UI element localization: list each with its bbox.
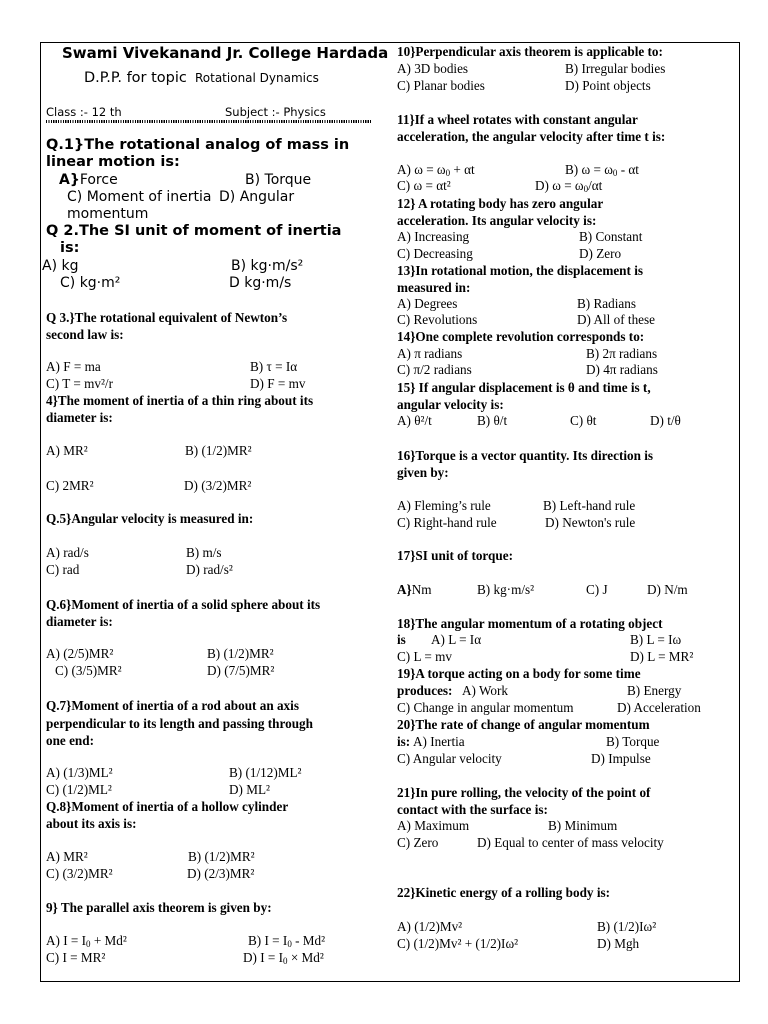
q8-line: about its axis is: [46, 816, 137, 831]
q8-question [46, 798, 288, 832]
dpp-title [84, 67, 319, 86]
q11-option-d [535, 178, 602, 194]
q15-option-c: C) θt [570, 413, 597, 428]
q5-question: Q.5}Angular velocity is measured in: [46, 511, 254, 526]
q19-option-c: C) Change in angular momentum [397, 700, 574, 715]
q5-option-b: B) m/s [186, 545, 222, 560]
header-dotted-divider [46, 120, 372, 123]
q9-a-pre: A) I = I [46, 933, 87, 948]
q2-option-a: A) kg [42, 258, 79, 274]
q7-line: perpendicular to its length and passing through [46, 715, 313, 731]
q12-question [397, 195, 603, 229]
q20-option-a: A) Inertia [413, 734, 465, 749]
q21-option-a: A) Maximum [397, 818, 470, 833]
q12-line: 12} A rotating body has zero angular [397, 196, 604, 211]
q11-a-post: + αt [450, 162, 475, 177]
q21-question [397, 784, 650, 818]
q16-question [397, 447, 653, 481]
q3-option-a: A) F = ma [46, 359, 101, 374]
q11-b-sub: 0 [612, 168, 618, 178]
q15-line: 15} If angular displacement is θ and time is t, [397, 380, 651, 395]
q14-option-b: B) 2π radians [586, 346, 658, 361]
q19-option-b: B) Energy [627, 683, 682, 698]
q6-option-a: A) (2/5)MR² [46, 646, 114, 661]
q9-d-post: × Md² [287, 950, 324, 965]
q4-option-c: C) 2MR² [46, 478, 94, 493]
q3-line: Q 3.}The rotational equivalent of Newton’s [46, 310, 288, 325]
q13-option-b: B) Radians [577, 296, 636, 311]
q20-option-b: B) Torque [606, 734, 660, 749]
q19-question: 19}A torque acting on a body for some time [397, 666, 641, 681]
q7-option-a: A) (1/3)ML² [46, 765, 113, 780]
q18-option-a: A) L = Iα [431, 632, 482, 647]
q12-option-c: C) Decreasing [397, 246, 473, 261]
q8-option-b: B) (1/2)MR² [188, 849, 255, 864]
q10-option-a: A) 3D bodies [397, 61, 469, 76]
q21-line: contact with the surface is: [397, 802, 548, 817]
q18-option-b: B) L = Iω [630, 632, 682, 647]
q11-d-sub: 0 [583, 184, 589, 194]
q9-d-sub: 0 [283, 956, 288, 966]
q15-option-d: D) t/θ [650, 413, 681, 428]
q8-option-d: D) (2/3)MR² [187, 866, 255, 881]
q10-option-c: C) Planar bodies [397, 78, 485, 93]
q15-question [397, 379, 651, 413]
q11-b-pre: B) ω = ω [565, 162, 613, 177]
q1-question [46, 137, 349, 171]
q11-question [397, 111, 665, 145]
q7-question [46, 697, 313, 750]
q1-option-a [59, 172, 118, 188]
q5-option-c: C) rad [46, 562, 80, 577]
q17-option-a-text: Nm [411, 582, 432, 597]
q20-option-d: D) Impulse [591, 751, 651, 766]
q13-line: 13}In rotational motion, the displacement is [397, 263, 643, 278]
q14-option-d: D) 4π radians [586, 362, 658, 377]
q8-option-a: A) MR² [46, 849, 88, 864]
q9-question: 9} The parallel axis theorem is given by: [46, 900, 272, 915]
q1-line: Q.1}The rotational analog of mass in [46, 137, 350, 153]
q22-option-a: A) (1/2)Mv² [397, 919, 463, 934]
q6-option-d: D) (7/5)MR² [207, 663, 275, 678]
q8-line: Q.8}Moment of inertia of a hollow cylinder [46, 799, 289, 814]
q2-option-d: D kg·m/s [229, 275, 292, 291]
q21-option-d: D) Equal to center of mass velocity [477, 835, 664, 850]
subject-label: Subject :- Physics [225, 105, 326, 119]
q6-line: Q.6}Moment of inertia of a solid sphere about its [46, 597, 321, 612]
q22-option-d: D) Mgh [597, 936, 640, 951]
q12-line: acceleration. Its angular velocity is: [397, 213, 597, 228]
q7-option-c: C) (1/2)ML² [46, 782, 112, 797]
q9-option-a [46, 933, 127, 949]
q1-option-d: D) Angular [219, 189, 295, 205]
q7-line: one end: [46, 733, 94, 748]
college-name: Swami Vivekanand Jr. College Hardada [62, 44, 389, 62]
q11-option-a [397, 162, 475, 178]
q11-d-post: /αt [588, 178, 603, 193]
q1-option-c: C) Moment of inertia [67, 189, 212, 205]
q4-option-a: A) MR² [46, 443, 88, 458]
q9-b-sub: 0 [287, 939, 292, 949]
q14-option-a: A) π radians [397, 346, 463, 361]
q4-line: 4}The moment of inertia of a thin ring about its [46, 393, 314, 408]
q9-d-pre: D) I = I [243, 950, 284, 965]
dpp-topic: Rotational Dynamics [194, 71, 319, 85]
q19-option-a: A) Work [462, 683, 508, 698]
q15-option-b: B) θ/t [477, 413, 508, 428]
q21-option-c: C) Zero [397, 835, 439, 850]
q17-option-a-prefix: A} [397, 582, 412, 597]
q16-line: given by: [397, 465, 449, 480]
q4-option-b: B) (1/2)MR² [185, 443, 252, 458]
q11-d-pre: D) ω = ω [535, 178, 584, 193]
q1-option-a-text: Force [79, 172, 118, 188]
class-label: Class :- 12 th [46, 105, 122, 119]
q22-option-b: B) (1/2)Iω² [597, 919, 657, 934]
q17-option-b: B) kg·m/s² [477, 582, 535, 597]
q13-line: measured in: [397, 280, 471, 295]
q16-option-a: A) Fleming’s rule [397, 498, 491, 513]
q4-option-d: D) (3/2)MR² [184, 478, 252, 493]
q4-line: diameter is: [46, 410, 113, 425]
q3-option-b: B) τ = Iα [250, 359, 298, 374]
q3-option-d: D) F = mv [250, 376, 306, 391]
q11-option-b [565, 162, 639, 178]
q6-question [46, 596, 320, 630]
q20-question-cont: is: [397, 734, 411, 749]
q12-option-b: B) Constant [579, 229, 643, 244]
q18-option-d: D) L = MR² [630, 649, 694, 664]
dpp-prefix: D.P.P. for topic [84, 70, 187, 86]
q8-option-c: C) (3/2)MR² [46, 866, 113, 881]
q18-question-cont: is [397, 632, 406, 647]
q16-option-c: C) Right-hand rule [397, 515, 497, 530]
q21-option-b: B) Minimum [548, 818, 618, 833]
q16-option-d: D) Newton's rule [545, 515, 636, 530]
q7-option-d: D) ML² [229, 782, 270, 797]
q11-line: acceleration, the angular velocity after time t is: [397, 129, 666, 144]
q16-option-b: B) Left-hand rule [543, 498, 636, 513]
q3-line: second law is: [46, 327, 124, 342]
q17-question: 17}SI unit of torque: [397, 548, 513, 563]
q4-question [46, 392, 313, 426]
q1-line: linear motion is: [46, 154, 180, 170]
q11-option-c: C) ω = αt² [397, 178, 451, 193]
q11-a-sub: 0 [445, 168, 451, 178]
q19-question-cont: produces: [397, 683, 453, 698]
q3-option-c: C) T = mv²/r [46, 376, 113, 391]
q6-option-c: C) (3/5)MR² [55, 663, 122, 678]
q1-option-a-prefix: A} [59, 172, 80, 188]
q1-option-d-cont: momentum [67, 206, 149, 222]
q1-option-b: B) Torque [245, 172, 312, 188]
q13-option-a: A) Degrees [397, 296, 458, 311]
q12-option-a: A) Increasing [397, 229, 470, 244]
q20-question: 20}The rate of change of angular momentum [397, 717, 650, 732]
q20-option-c: C) Angular velocity [397, 751, 502, 766]
q22-question: 22}Kinetic energy of a rolling body is: [397, 885, 611, 900]
q16-line: 16}Torque is a vector quantity. Its direction is [397, 448, 654, 463]
q2-option-b: B) kg·m/s² [231, 258, 304, 274]
q18-question: 18}The angular momentum of a rotating object [397, 616, 663, 631]
q22-option-c: C) (1/2)Mv² + (1/2)Iω² [397, 936, 519, 951]
q9-b-post: - Md² [291, 933, 326, 948]
q7-line: Q.7}Moment of inertia of a rod about an axis [46, 698, 299, 713]
q2-line: is: [60, 240, 80, 256]
q9-option-b [248, 933, 325, 949]
q13-option-d: D) All of these [577, 312, 656, 327]
q9-option-d [243, 950, 324, 966]
q13-question [397, 262, 643, 296]
q19-option-d: D) Acceleration [617, 700, 701, 715]
q10-question: 10}Perpendicular axis theorem is applicable to: [397, 44, 663, 59]
q17-option-d: D) N/m [647, 582, 688, 597]
q5-option-d: D) rad/s² [186, 562, 233, 577]
q12-option-d: D) Zero [579, 246, 622, 261]
q21-line: 21}In pure rolling, the velocity of the point of [397, 785, 651, 800]
q2-question [46, 223, 341, 257]
q15-option-a: A) θ²/t [397, 413, 432, 428]
q2-line: Q 2.The SI unit of moment of inertia [46, 223, 342, 239]
q5-option-a: A) rad/s [46, 545, 89, 560]
q13-option-c: C) Revolutions [397, 312, 478, 327]
q9-option-c: C) I = MR² [46, 950, 106, 965]
q11-b-post: - αt [617, 162, 639, 177]
q2-option-c: C) kg·m² [60, 275, 121, 291]
q11-line: 11}If a wheel rotates with constant angular [397, 112, 638, 127]
q9-b-pre: B) I = I [248, 933, 288, 948]
q10-option-b: B) Irregular bodies [565, 61, 666, 76]
q10-option-d: D) Point objects [565, 78, 651, 93]
q14-option-c: C) π/2 radians [397, 362, 472, 377]
q9-a-sub: 0 [86, 939, 91, 949]
q18-option-c: C) L = mv [397, 649, 452, 664]
q11-a-pre: A) ω = ω [397, 162, 446, 177]
q17-option-c: C) J [586, 582, 608, 597]
q14-question: 14}One complete revolution corresponds to: [397, 329, 645, 344]
q17-option-a [397, 582, 432, 598]
q7-option-b: B) (1/12)ML² [229, 765, 302, 780]
q3-question [46, 309, 287, 343]
q9-a-post: + Md² [90, 933, 127, 948]
q15-line: angular velocity is: [397, 397, 504, 412]
q6-line: diameter is: [46, 614, 113, 629]
q6-option-b: B) (1/2)MR² [207, 646, 274, 661]
